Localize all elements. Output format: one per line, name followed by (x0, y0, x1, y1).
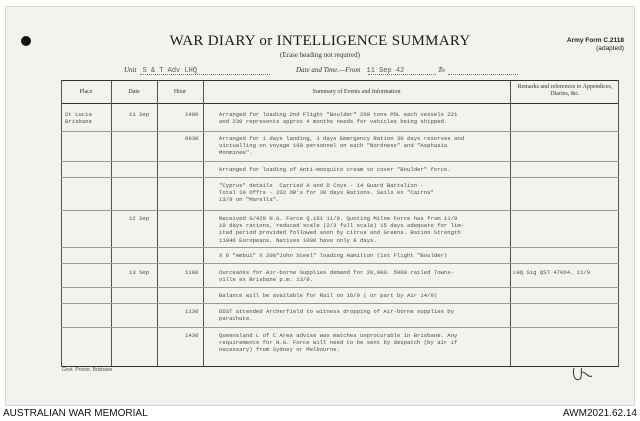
to-field (438, 66, 445, 74)
archive-caption: AUSTRALIAN WAR MEMORIAL (3, 408, 148, 419)
form-reference (567, 37, 624, 53)
col-header-summary: Summary of Events and Information (312, 89, 401, 95)
entry-summary: Ourceanks for Air-borne Supplies demand for 20,000. 5000 railed Towns- ville ex Brisbane p.m. 13/9. (219, 269, 454, 284)
unit-value: S & T Adv LHQ (142, 67, 198, 75)
archive-reference: AWM2021.62.14 (562, 408, 637, 419)
unit-label: Unit (124, 66, 137, 74)
entry-summary: Queensland L of C Area advise wax matches unprocurable in Brisbane. Any requirements for N.G. Force will need to be sent by despatch (by air if necessary) from Sydney or Melbourne. (219, 332, 458, 354)
col-header-remarks: Remarks and references to Appendices, Diaries, &c. (517, 84, 613, 97)
form-adapted: (adapted) (596, 45, 624, 52)
entry-summary: "Cyprus" details Carried A and D Coys - 14 Guard Battalion - Total 10 Offrs - 232 OR's for 30 days Rations. Sails ex "Cairns" 13/9 on "Marella". (219, 182, 434, 204)
to-label: To (438, 66, 445, 74)
signature-mark (568, 362, 598, 387)
col-header-place: Place (79, 89, 93, 95)
entry-hour: 1100 (185, 269, 199, 276)
entry-remarks: LHQ Sig QST 47064. 11/9 (513, 269, 591, 276)
entry-hour: 0930 (185, 135, 199, 142)
entry-hour: 1430 (185, 332, 199, 339)
entry-summary: Arranged for loading 2nd Flight "Boulder" 290 tons POL each vessels 221 and 230 represents approx 4 months needs for vehicles being shipped. (219, 111, 458, 126)
entry-place: St Lucia Brisbane (65, 111, 92, 126)
date-from-value: 11 Sep 42 (366, 67, 405, 75)
col-header-hour: Hour (173, 89, 187, 95)
date-time-label: Date and Time.—From (296, 66, 361, 74)
entry-summary: Balance will be available for Rail on 16/9 ( or part by Air 14/9) (219, 292, 438, 299)
entry-date: 12 Sep (129, 215, 150, 222)
entry-summary: DDST attended Archerfield to witness dropping of Air-borne supplies by parachute. (219, 308, 454, 323)
entry-date: 11 Sep (129, 111, 150, 118)
diary-table (61, 80, 619, 367)
form-subtitle: (Erase heading not required) (280, 51, 360, 59)
printer-imprint: Govt. Printer, Brisbane (62, 367, 113, 373)
form-number: Army Form C.2118 (566, 37, 624, 44)
diary-sheet (5, 6, 635, 406)
entry-hour: 1400 (185, 111, 199, 118)
entry-date: 13 Sep (129, 269, 150, 276)
entry-summary: X 6 "Ambui" X 208"John Steel" loading Hamilton (1st Flight "Boulder) (219, 252, 448, 259)
entry-summary: Arranged for 1 days landing, 1 days Emergency Ration 30 days reserves and victualling on voyage 160 personnel on each "Nordness" and "Asphasia Monminee". (219, 135, 465, 157)
entry-hour: 1130 (185, 308, 199, 315)
entry-summary: Received G/429 N.G. Force Q.161 11/9. Quoting Milne Force has from 11/9 10 days rations, reduced scale (2/3 full scale) 15 days adequate for lim- ited period provided followed soon by citrus and Greens. Ration Strength 11046 Europeans. Natives 1000 have only 8 days. (219, 215, 465, 244)
entry-summary: Arranged for loading of Anti-mosquito cream to cover "Boulder" force. (219, 166, 451, 173)
col-header-date: Date (128, 89, 140, 95)
form-title: WAR DIARY or INTELLIGENCE SUMMARY (169, 33, 471, 49)
